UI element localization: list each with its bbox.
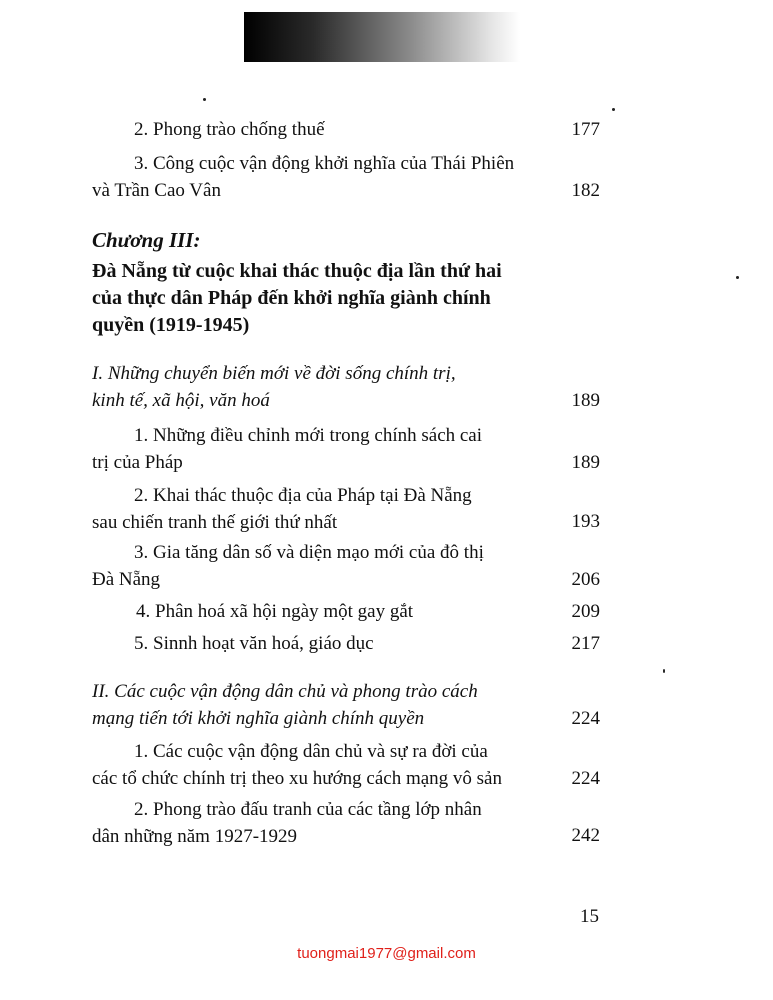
toc-page-number: 182	[571, 180, 600, 201]
toc-page-number: 189	[571, 452, 600, 473]
chapter-title	[92, 258, 612, 339]
chapter-title-line: quyền (1919-1945)	[92, 314, 250, 336]
page-number: 15	[580, 906, 599, 927]
toc-entry-text: 2. Phong trào chống thuế	[134, 119, 325, 140]
toc-page-number: 242	[571, 825, 600, 846]
toc-entry	[134, 116, 325, 143]
email-watermark: tuongmai1977@gmail.com	[297, 945, 476, 962]
toc-entry-text: trị của Pháp	[92, 452, 183, 473]
toc-entry-text: 2. Phong trào đấu tranh của các tầng lớp nhân	[134, 799, 482, 820]
section-heading-text: mạng tiến tới khởi nghĩa giành chính quyền	[92, 708, 425, 729]
toc-entry-text: dân những năm 1927-1929	[92, 826, 298, 847]
toc-page-number: 224	[571, 768, 600, 789]
speck	[203, 98, 206, 101]
speck	[612, 108, 615, 111]
section-heading-text: II. Các cuộc vận động dân chủ và phong trào cách	[92, 681, 478, 702]
chapter-label: Chương III:	[92, 228, 201, 252]
speck	[663, 669, 665, 673]
toc-entry-text: các tổ chức chính trị theo xu hướng cách mạng vô sản	[92, 768, 502, 789]
toc-page-number: 224	[571, 708, 600, 729]
toc-page-number: 189	[571, 390, 600, 411]
toc-entry	[92, 539, 484, 593]
section-heading	[92, 360, 456, 414]
header-gradient-bar	[244, 12, 520, 62]
toc-entry-text: 1. Các cuộc vận động dân chủ và sự ra đời của	[134, 741, 488, 762]
toc-entry-text: 1. Những điều chỉnh mới trong chính sách cai	[134, 425, 483, 446]
toc-entry	[134, 630, 374, 657]
chapter-title-line: Đà Nẵng từ cuộc khai thác thuộc địa lần thứ hai	[92, 260, 502, 282]
toc-entry-text: 3. Công cuộc vận động khởi nghĩa của Thái Phiên	[134, 153, 515, 174]
toc-page-number: 217	[571, 633, 600, 654]
toc-entry-text: 5. Sinnh hoạt văn hoá, giáo dục	[134, 633, 374, 654]
speck	[736, 276, 739, 279]
toc-entry-text: Đà Nẵng	[92, 569, 161, 590]
section-heading-text: I. Những chuyển biến mới về đời sống chính trị,	[92, 363, 456, 384]
section-heading-text: kinh tế, xã hội, văn hoá	[92, 390, 270, 411]
toc-page-number: 206	[571, 569, 600, 590]
toc-page-number: 193	[571, 511, 600, 532]
toc-entry	[92, 796, 482, 850]
toc-page-number: 209	[571, 601, 600, 622]
toc-entry-text: 2. Khai thác thuộc địa của Pháp tại Đà Nẵng	[134, 485, 472, 506]
toc-entry	[136, 598, 413, 625]
chapter-title-line: của thực dân Pháp đến khởi nghĩa giành chính	[92, 287, 491, 309]
toc-entry-text: và Trần Cao Vân	[92, 180, 221, 201]
toc-page-number: 177	[571, 119, 600, 140]
toc-entry	[92, 150, 514, 204]
toc-entry-text: 4. Phân hoá xã hội ngày một gay gắt	[136, 601, 414, 622]
toc-entry-text: 3. Gia tăng dân số và diện mạo mới của đô thị	[134, 542, 484, 563]
toc-entry-text: sau chiến tranh thế giới thứ nhất	[92, 512, 338, 533]
toc-entry	[92, 738, 502, 792]
toc-entry	[92, 482, 472, 536]
section-heading	[92, 678, 478, 732]
toc-entry	[92, 422, 482, 476]
